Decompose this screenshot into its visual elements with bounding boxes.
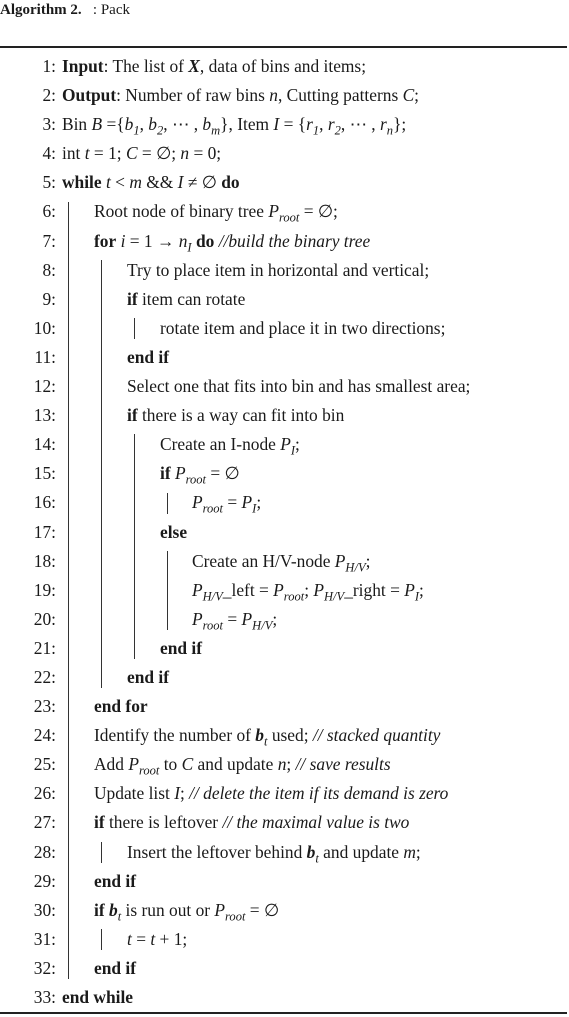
line-number: 15:: [33, 463, 56, 484]
line-text: Create an I-node $P_I$;: [160, 434, 300, 458]
line-text: $P_{root} = P_{H/V}$;: [192, 608, 278, 633]
line-text: end if: [160, 637, 203, 658]
line-text: for $i = 1 \to n_I$ do //build the binary tree: [94, 230, 371, 254]
algorithm-line: [0, 168, 569, 197]
line-text: if item can rotate: [127, 288, 246, 309]
line-text: $P_{H/V}\_left = P_{root}$; $P_{H/V}\_right = P_I$;: [192, 579, 424, 604]
line-text: end if: [94, 870, 137, 891]
line-text: Insert the leftover behind $b_t$ and update m;: [127, 841, 421, 865]
algorithm-line: [0, 52, 569, 81]
line-number: 14:: [33, 434, 56, 455]
line-text: Input: The list of X, data of bins and items;: [62, 56, 367, 76]
line-number: 30:: [33, 899, 56, 920]
algorithm-line: [0, 663, 569, 692]
line-text: Create an H/V-node $P_{H/V}$;: [192, 550, 371, 574]
algorithm-line: [0, 547, 569, 576]
algorithm-line: [0, 488, 569, 517]
line-number: 16:: [33, 492, 56, 513]
line-text: Update list I; // delete the item if its demand is zero: [94, 783, 449, 804]
line-number: 11:: [34, 346, 56, 367]
indent-guide-bar: [134, 434, 135, 659]
algorithm-line: [0, 197, 569, 226]
line-text: Add $P_{root}$ to C and update n; // save results: [94, 754, 391, 778]
line-text: while t < m && I ≠ ∅ do: [62, 172, 240, 193]
line-text: end if: [94, 957, 137, 978]
line-text: t = t + 1;: [127, 928, 188, 949]
indent-guide-bar: [167, 493, 168, 514]
algorithm-label: Algorithm 2.: [0, 2, 82, 18]
algorithm-line: [0, 896, 569, 925]
algorithm-line: [0, 430, 569, 459]
line-number: 32:: [33, 957, 56, 978]
line-number: 24:: [33, 725, 56, 746]
algorithm-line: [0, 983, 569, 1012]
algorithm-line: [0, 750, 569, 779]
line-number: 6:: [42, 201, 56, 222]
algorithm-line: [0, 372, 569, 401]
indent-guide-bar: [101, 260, 102, 689]
line-number: 5:: [42, 172, 56, 193]
line-text: end while: [62, 987, 134, 1007]
algorithm-line: [0, 838, 569, 867]
line-number: 25:: [33, 754, 56, 775]
line-text: Root node of binary tree $P_{root}$ = ∅;: [94, 201, 338, 225]
line-number: 19:: [33, 579, 56, 600]
line-number: 33:: [33, 987, 56, 1007]
algorithm-line: [0, 110, 569, 139]
algorithm-title: [0, 2, 130, 19]
line-text: Bin $B =\{b_1$, $b_2$, ⋯ , $b_m$}, Item $I = \{r_1$, $r_2$, ⋯ , $r_n$};: [62, 114, 407, 138]
line-number: 26:: [33, 783, 56, 804]
indent-guide-bar: [101, 842, 102, 863]
line-number: 18:: [33, 550, 56, 571]
algorithm-line: [0, 808, 569, 837]
algorithm-line: [0, 634, 569, 663]
indent-guide-bar: [68, 202, 69, 980]
algorithm-line: [0, 721, 569, 750]
algorithm-line: [0, 867, 569, 896]
line-text: if there is a way can fit into bin: [127, 405, 345, 426]
algorithm-body: [0, 52, 569, 1012]
line-text: $P_{root} = P_I$;: [192, 492, 262, 516]
line-text: end for: [94, 696, 148, 717]
line-text: if $P_{root}$ = ∅: [160, 463, 240, 487]
algorithm-line: [0, 139, 569, 168]
top-rule: [0, 46, 567, 48]
line-number: 10:: [33, 317, 56, 338]
algorithm-line: [0, 81, 569, 110]
line-number: 2:: [42, 85, 56, 106]
line-number: 17:: [33, 521, 56, 542]
line-number: 3:: [42, 114, 56, 135]
line-number: 20:: [33, 608, 56, 629]
line-number: 22:: [33, 666, 56, 687]
line-text: if there is leftover // the maximal value is two: [94, 812, 410, 833]
algorithm-line: [0, 401, 569, 430]
algorithm-line: [0, 256, 569, 285]
line-number: 8:: [42, 259, 56, 280]
line-number: 13:: [33, 405, 56, 426]
line-number: 12:: [33, 376, 56, 397]
line-number: 4:: [42, 143, 56, 164]
algorithm-line: [0, 285, 569, 314]
line-number: 28:: [33, 841, 56, 862]
line-number: 7:: [42, 230, 56, 251]
algorithm-line: [0, 459, 569, 488]
algorithm-line: [0, 605, 569, 634]
line-number: 27:: [33, 812, 56, 833]
algorithm-line: [0, 779, 569, 808]
indent-guide-bar: [101, 929, 102, 950]
algorithm-line: [0, 314, 569, 343]
line-number: 29:: [33, 870, 56, 891]
line-text: rotate item and place it in two directions;: [160, 317, 446, 338]
algorithm-name: : Pack: [92, 2, 130, 18]
indent-guide-bar: [167, 551, 168, 630]
line-number: 9:: [42, 288, 56, 309]
line-number: 21:: [33, 637, 56, 658]
line-text: end if: [127, 666, 170, 687]
line-number: 1:: [42, 56, 56, 76]
algorithm-line: [0, 576, 569, 605]
line-text: int t = 1; C = ∅; n = 0;: [62, 143, 222, 164]
line-text: Output: Number of raw bins n, Cutting patterns C;: [62, 85, 420, 106]
line-text: else: [160, 521, 188, 542]
algorithm-line: [0, 227, 569, 256]
line-text: Identify the number of $b_t$ used; // stacked quantity: [94, 725, 441, 749]
line-text: Select one that fits into bin and has smallest area;: [127, 376, 471, 397]
line-text: if $b_t$ is run out or $P_{root}$ = ∅: [94, 899, 280, 924]
line-number: 23:: [33, 696, 56, 717]
bottom-rule: [0, 1012, 567, 1014]
indent-guide-bar: [134, 318, 135, 339]
algorithm-line: [0, 343, 569, 372]
algorithm-line: [0, 925, 569, 954]
algorithm-line: [0, 954, 569, 983]
line-text: end if: [127, 346, 170, 367]
line-number: 31:: [33, 928, 56, 949]
algorithm-line: [0, 692, 569, 721]
algorithm-line: [0, 518, 569, 547]
line-text: Try to place item in horizontal and vertical;: [127, 259, 430, 280]
